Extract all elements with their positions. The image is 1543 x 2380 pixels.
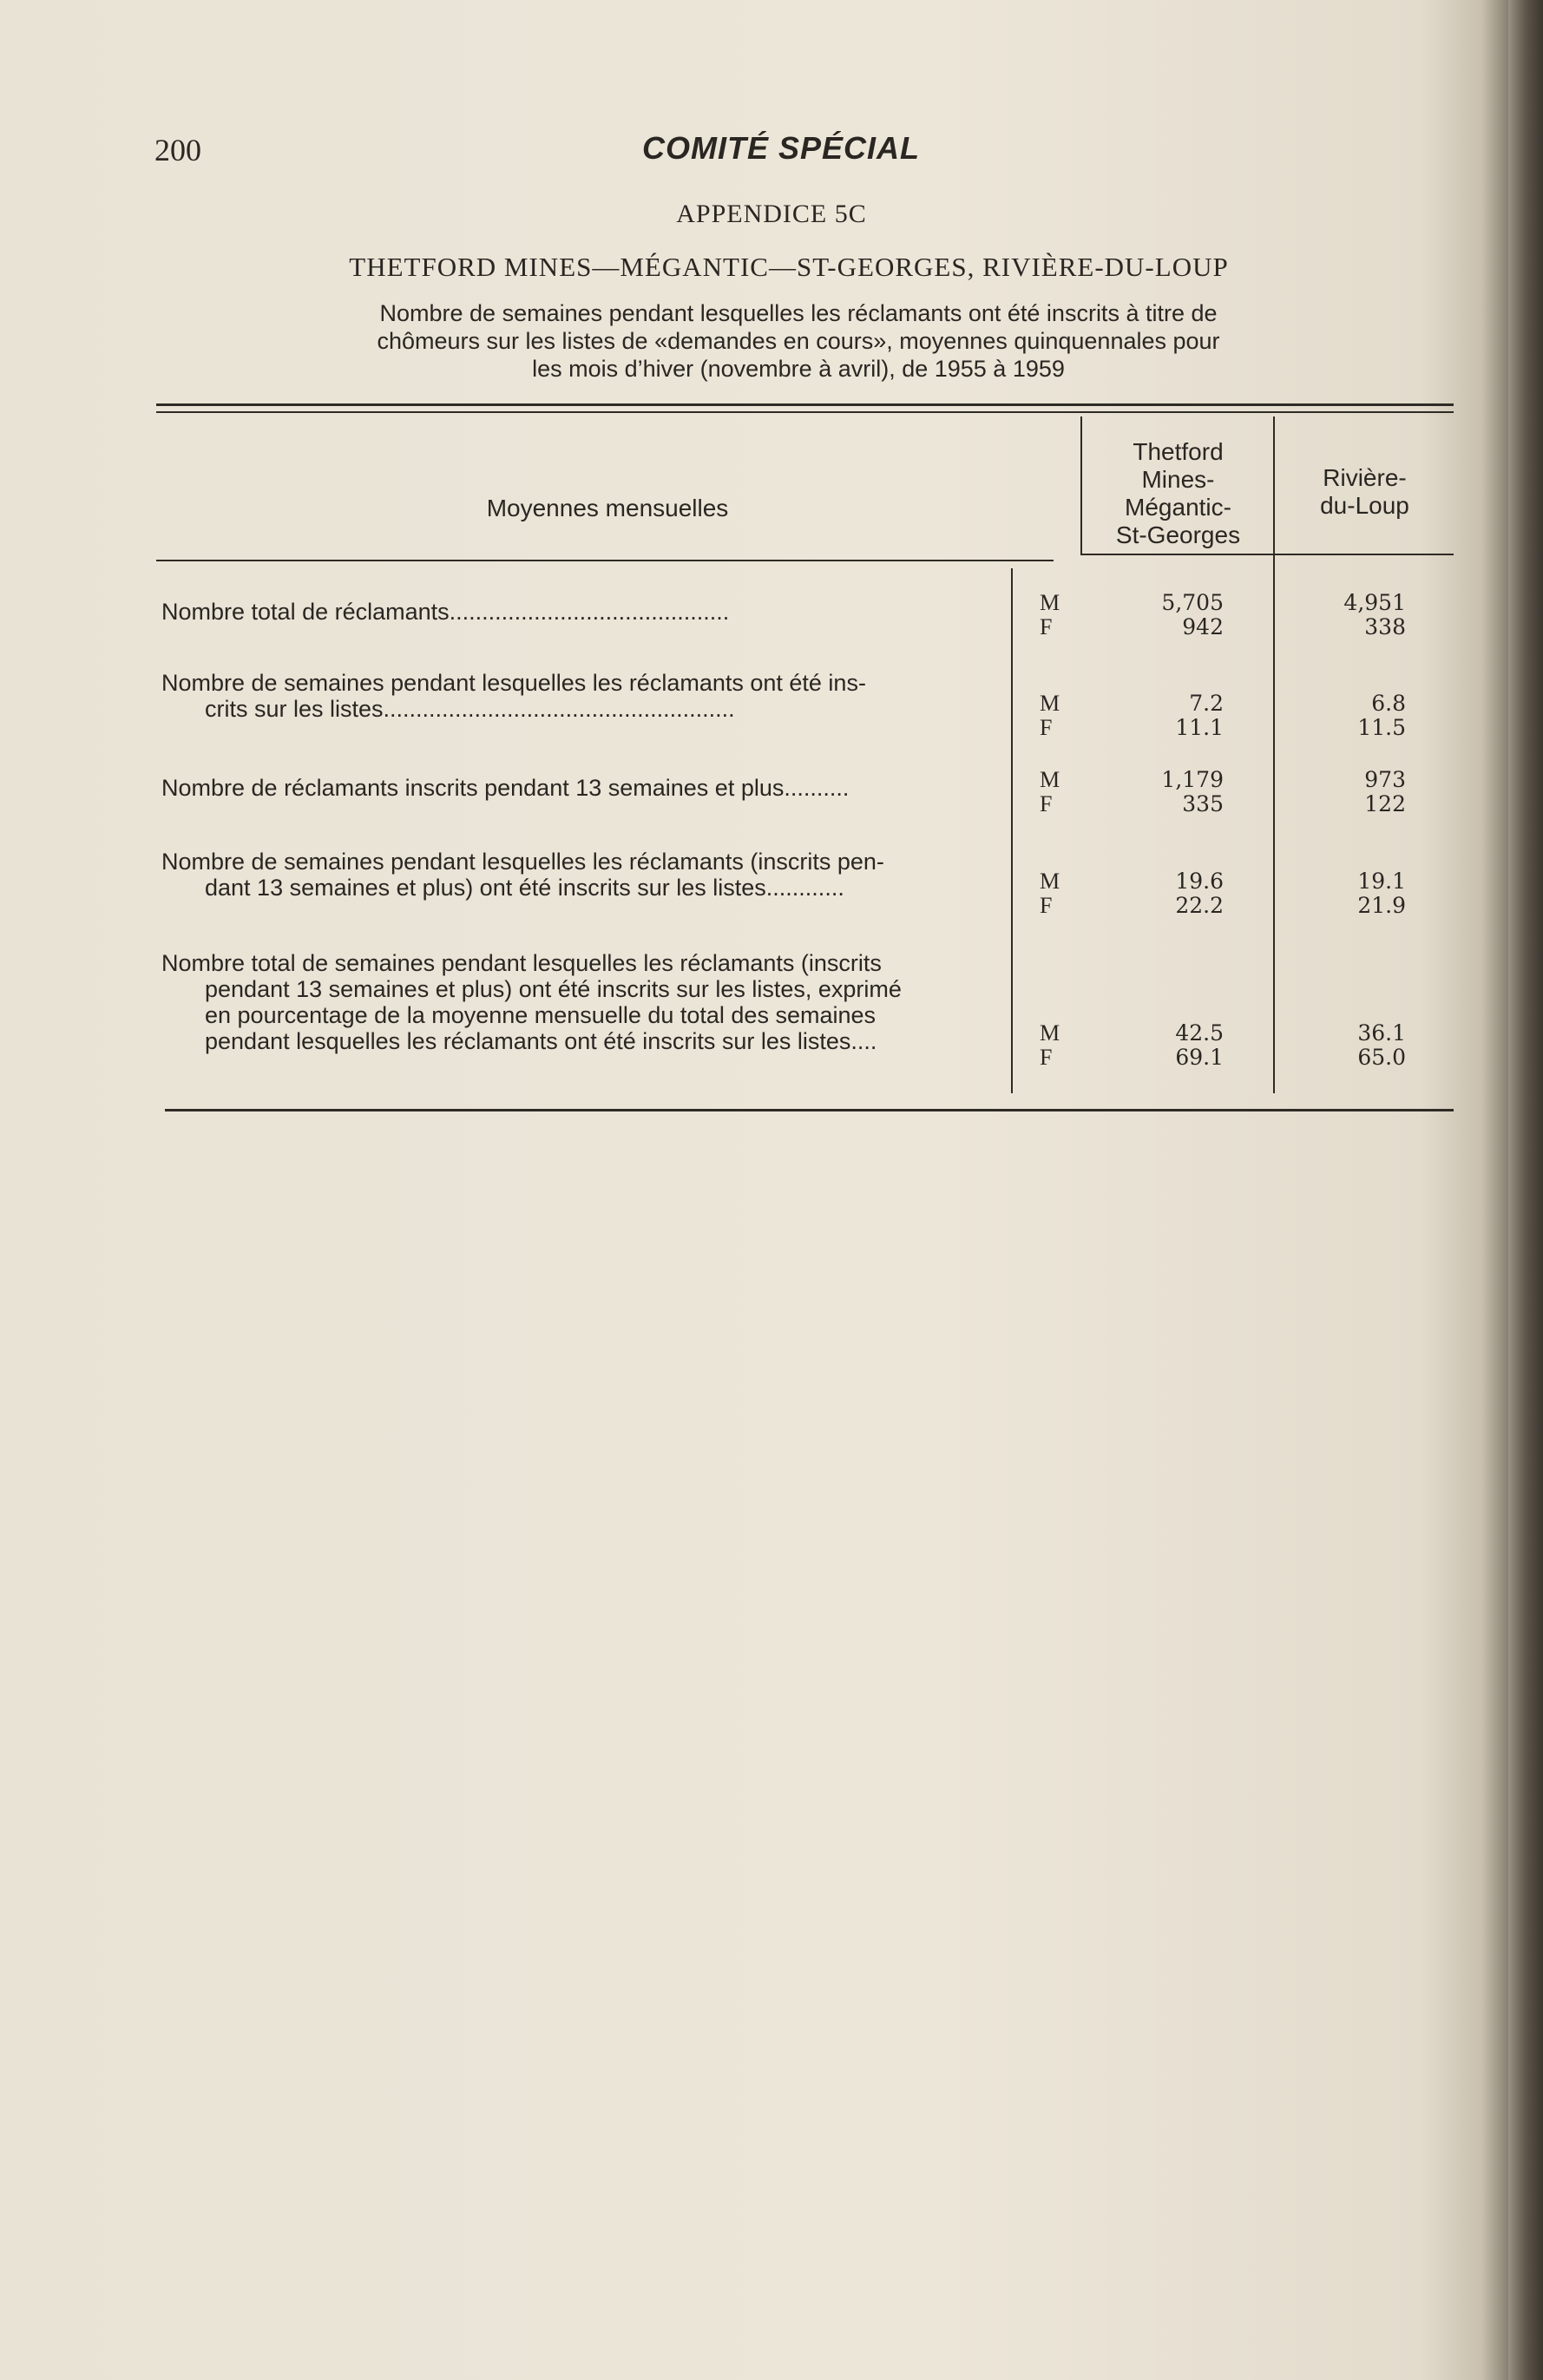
- col-header-thetford: [1085, 438, 1271, 549]
- sex-label-m: M: [1040, 1020, 1060, 1046]
- sex-label-m: M: [1040, 869, 1060, 894]
- value-cell: 5,705: [1161, 590, 1224, 615]
- sex-label-m: M: [1040, 767, 1060, 792]
- value-cell: 335: [1182, 791, 1224, 816]
- sex-label-f: F: [1040, 614, 1053, 639]
- table-top-rule: [156, 403, 1454, 406]
- stub-header: Moyennes mensuelles: [486, 495, 729, 521]
- value-cell: 11.1: [1175, 715, 1224, 740]
- col-header-line: Mines-: [1141, 466, 1215, 493]
- value-cell: 338: [1364, 614, 1406, 639]
- row-label-line: Nombre de semaines pendant lesquelles les réclamants ont été ins-: [161, 670, 866, 696]
- value-cell: 11.5: [1357, 715, 1406, 740]
- value-cell: 65.0: [1357, 1045, 1406, 1070]
- col-header-line: St-Georges: [1115, 521, 1241, 548]
- appendix-title: APPENDICE 5C: [676, 200, 867, 228]
- value-cell: 973: [1364, 767, 1406, 792]
- page-number: 200: [154, 133, 201, 167]
- row-label: [161, 599, 1012, 625]
- running-head: COMITÉ SPÉCIAL: [642, 130, 921, 166]
- row-label-line: Nombre total de semaines pendant lesquelles les réclamants (inscrits: [161, 950, 882, 976]
- col-header-line: du-Loup: [1320, 492, 1409, 519]
- value-cell: 942: [1182, 614, 1224, 639]
- value-cell: 19.1: [1357, 869, 1406, 894]
- table-bottom-rule: [165, 1109, 1454, 1111]
- value-cell: 22.2: [1175, 893, 1224, 918]
- value-cell: 6.8: [1371, 691, 1406, 716]
- table-top-rule-inner: [156, 411, 1454, 413]
- sex-label-m: M: [1040, 691, 1060, 716]
- value-cell: 122: [1364, 791, 1406, 816]
- book-spine-shadow: [1508, 0, 1543, 2380]
- row-label-line: Nombre total de réclamants...........................................: [161, 599, 730, 625]
- value-cell: 21.9: [1357, 893, 1406, 918]
- row-label-line: Nombre de semaines pendant lesquelles les réclamants (inscrits pen-: [161, 849, 884, 875]
- subtitle-line: Nombre de semaines pendant lesquelles les réclamants ont été inscrits à titre de: [379, 300, 1218, 326]
- col-header-riviere: [1280, 464, 1449, 520]
- row-label: [161, 950, 1012, 1054]
- row-label-line: pendant lesquelles les réclamants ont été inscrits sur les listes....: [205, 1028, 877, 1054]
- header-bottom-rule: [1080, 554, 1454, 555]
- region-title: THETFORD MINES—MÉGANTIC—ST-GEORGES, RIVIÈRE-DU-LOUP: [349, 252, 1229, 282]
- value-cell: 1,179: [1161, 767, 1224, 792]
- row-label-line: crits sur les listes......................................................: [205, 696, 735, 722]
- sex-label-f: F: [1040, 893, 1053, 918]
- sex-label-m: M: [1040, 590, 1060, 615]
- value-cell: 4,951: [1343, 590, 1406, 615]
- subtitle-line: les mois d’hiver (novembre à avril), de 1955 à 1959: [532, 356, 1065, 382]
- value-cell: 36.1: [1357, 1020, 1406, 1046]
- col-header-line: Rivière-: [1323, 464, 1407, 491]
- subtitle-line: chômeurs sur les listes de «demandes en cours», moyennes quinquennales pour: [377, 328, 1220, 354]
- row-label: [161, 849, 1012, 901]
- col-header-line: Thetford: [1133, 438, 1224, 465]
- value-cell: 7.2: [1189, 691, 1224, 716]
- col-header-line: Mégantic-: [1125, 494, 1231, 521]
- header-bottom-rule: [156, 560, 1054, 561]
- row-label-line: pendant 13 semaines et plus) ont été inscrits sur les listes, exprimé: [205, 976, 902, 1002]
- sex-label-f: F: [1040, 715, 1053, 740]
- value-cell: 42.5: [1175, 1020, 1224, 1046]
- value-cell: 69.1: [1175, 1045, 1224, 1070]
- row-label: [161, 775, 1012, 801]
- sex-label-f: F: [1040, 1045, 1053, 1070]
- sex-label-f: F: [1040, 791, 1053, 816]
- column-divider: [1080, 416, 1082, 555]
- row-label: [161, 670, 1012, 722]
- value-cell: 19.6: [1175, 869, 1224, 894]
- row-label-line: dant 13 semaines et plus) ont été inscrits sur les listes............: [205, 875, 844, 901]
- table-subtitle: [286, 299, 1310, 383]
- column-divider: [1273, 416, 1275, 1093]
- row-label-line: en pourcentage de la moyenne mensuelle du total des semaines: [205, 1002, 877, 1028]
- row-label-line: Nombre de réclamants inscrits pendant 13 semaines et plus..........: [161, 775, 850, 801]
